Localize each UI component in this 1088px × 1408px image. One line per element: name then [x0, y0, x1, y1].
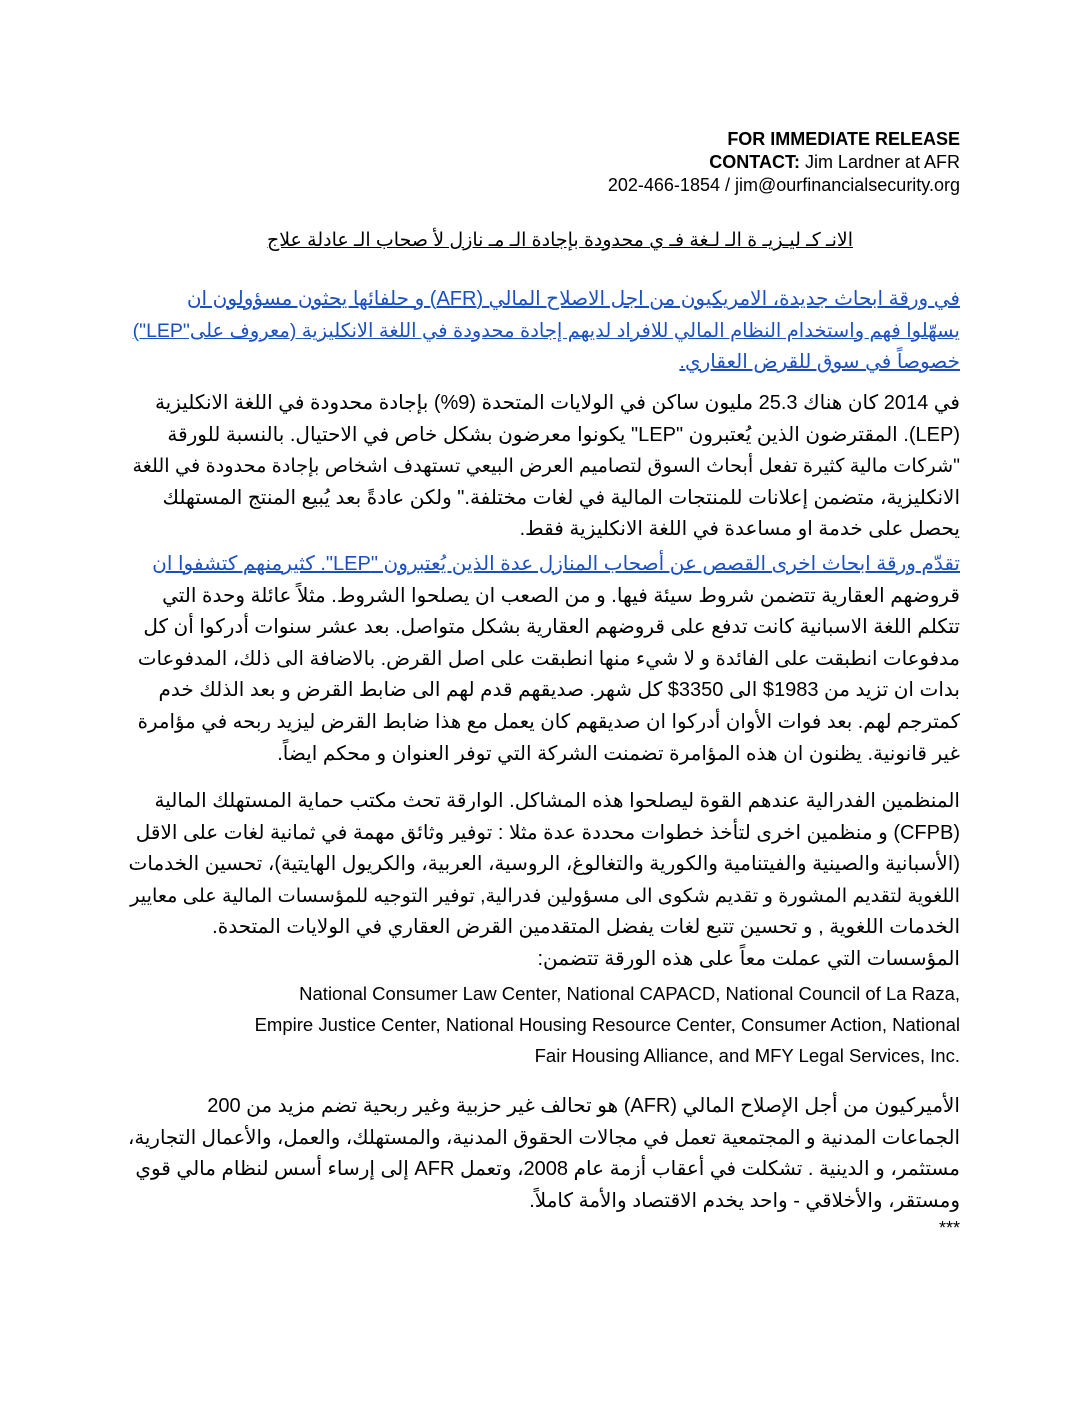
contact-label: CONTACT:: [709, 152, 800, 172]
paragraph-line: المنظمين الفدرالية عندهم القوة ليصلحوا هذه المشاكل. الوارقة تحث مكتب حماية المستهلك المالية: [154, 790, 960, 812]
release-header: [608, 128, 960, 197]
paragraph-line: تتكلم اللغة الاسبانية كانت تدفع على قروضهم العقارية بشكل متواصل. بعد عشر سنوات أدركوا أن كل: [143, 616, 960, 639]
paragraph-line: غير قانونية. يظنون ان هذه المؤامرة تضمنت الشركة التي توفر العنوان و محكم ايضاً.: [277, 742, 960, 765]
contact-name: Jim Lardner at AFR: [799, 152, 960, 172]
paragraph-line: (الأسبانية والصينية والفيتنامية والكورية والتغالوغ، الروسية، العربية، والكريول الهايتية)، تحسين الخدمات: [128, 853, 960, 876]
paragraph-line: مدفوعات انطبقت على الفائدة و لا شيء منها انطبقت على اصل القرض. بالاضافة الى ذلك، المدفوعات: [137, 647, 960, 670]
about-line: الجماعات المدنية و المجتمعية تعمل في مجالات الحقوق المدنية، والمستهلك، والعمل، والأعمال التجارية،: [127, 1126, 960, 1149]
paragraph-line: (LEP). المقترضون الذين يُعتبرون "LEP" يكونوا معرضون بشكل خاص في الاحتيال. بالنسبة للورقة: [167, 423, 960, 446]
about-line: الأميركيون من أجل الإصلاح المالي (AFR) هو تحالف غير حزبية وغير ربحية تضم مزيد من 200: [207, 1095, 960, 1117]
paragraph-line: بدات ان تزيد من 1983$ الى 3350$ كل شهر. صديقهم قدم لهم الى ضابط القرض و بعد الذلك خدم: [158, 679, 960, 702]
paragraph-line: كمترجم لهم. بعد فوات الأوان أدركوا ان صديقهم كان يعمل مع هذا ضابط القرض ليزيد ربحه في مؤامرة: [137, 710, 960, 733]
organizations-line: National Consumer Law Center, National CAPACD, National Council of La Raza,: [299, 983, 960, 1004]
organizations-line: Fair Housing Alliance, and MFY Legal Services, Inc.: [534, 1045, 960, 1066]
lead-line[interactable]: في ورقة ابحاث جديدة، الامريكيون من اجل الاصلاح المالي (AFR) و حلفائها يحثون مسؤولون ان: [186, 288, 960, 310]
lead-line[interactable]: خصوصاً في سوق للقرض العقاري.: [679, 351, 960, 374]
organizations-line: Empire Justice Center, National Housing Resource Center, Consumer Action, National: [254, 1014, 960, 1035]
contact-phone-email: 202-466-1854 / jim@ourfinancialsecurity.org: [607, 175, 960, 195]
about-line: مستثمر، و الدينية . تشكلت في أعقاب أزمة عام 2008، وتعمل AFR إلى إرساء أسس لنظام مالي قوي: [135, 1158, 960, 1181]
paragraph-line: الخدمات اللغوية , و تحسين تتبع لغات يفضل المتقدمين القرض العقاري في الولايات المتحدة.: [212, 916, 960, 939]
organizations-label-text: المؤسسات التي عملت معاً على هذه الورقة تتضمن:: [537, 948, 960, 970]
paragraph-line: (CFPB) و منظمين اخرى لتأخذ خطوات محددة عدة مثلا : توفير وثائق مهمة في ثمانية لغات على الاقل: [135, 821, 960, 844]
page-title: الانـ كـ ليـزيـ ة الـ لـغة فـ ي محدودة بإجادة الـ مـ نازل لأ صحاب الـ عادلة علاج: [266, 230, 854, 251]
paragraph-stories: [128, 549, 960, 770]
end-mark: ***: [938, 1218, 960, 1238]
paragraph-line: قروضهم العقارية تتضمن شروط سيئة فيها. و من الصعب ان يصلحوا الشروط. مثلاً عائلة وحدة التي: [162, 584, 960, 607]
paragraph-line: يحصل على خدمة او مساعدة في اللغة الانكليزية فقط.: [519, 518, 960, 541]
paragraph-line: "شركات مالية كثيرة تفعل أبحاث السوق لتصاميم العرض البيعي تستهدف اشخاص بإجادة محدودة في اللغة: [132, 456, 960, 478]
contact-line: [608, 151, 960, 174]
paragraph-line: اللغوية لتقديم المشورة و تقديم شكوى الى مسؤولين فدرالية, توفير التوجيه للمؤسسات المالية على معايير: [130, 885, 960, 907]
paragraph-regulators: [128, 786, 960, 944]
paragraph-statistics: [128, 388, 960, 546]
release-label: FOR IMMEDIATE RELEASE: [727, 129, 960, 149]
about-afr: [128, 1091, 960, 1217]
organizations-label: [128, 944, 960, 976]
lead-link[interactable]: [128, 284, 960, 379]
stories-link[interactable]: تقدّم ورقة ابحاث اخرى القصص عن أصحاب المنازل عدة الذين يُعتبرون "LEP". كثيرمنهم كتشفوا ان: [152, 553, 960, 575]
lead-line[interactable]: يسهّلوا فهم واستخدام النظام المالي للافراد لديهم إجادة محدودة في اللغة الانكليزية (معروف على"LEP"): [132, 319, 960, 342]
paragraph-line: في 2014 كان هناك 25.3 مليون ساكن في الولايات المتحدة (9%) بإجادة محدودة في اللغة الانكليزية: [154, 392, 960, 414]
about-line: ومستقر، والأخلاقي - واحد يخدم الاقتصاد والأمة كاملاً.: [529, 1189, 960, 1212]
paragraph-line: الانكليزية، متضمن إعلانات للمنتجات المالية في لغات مختلفة." ولكن عادةً بعد يُبيع المنتج المستهلك: [162, 486, 960, 509]
organizations-list: [160, 978, 960, 1071]
